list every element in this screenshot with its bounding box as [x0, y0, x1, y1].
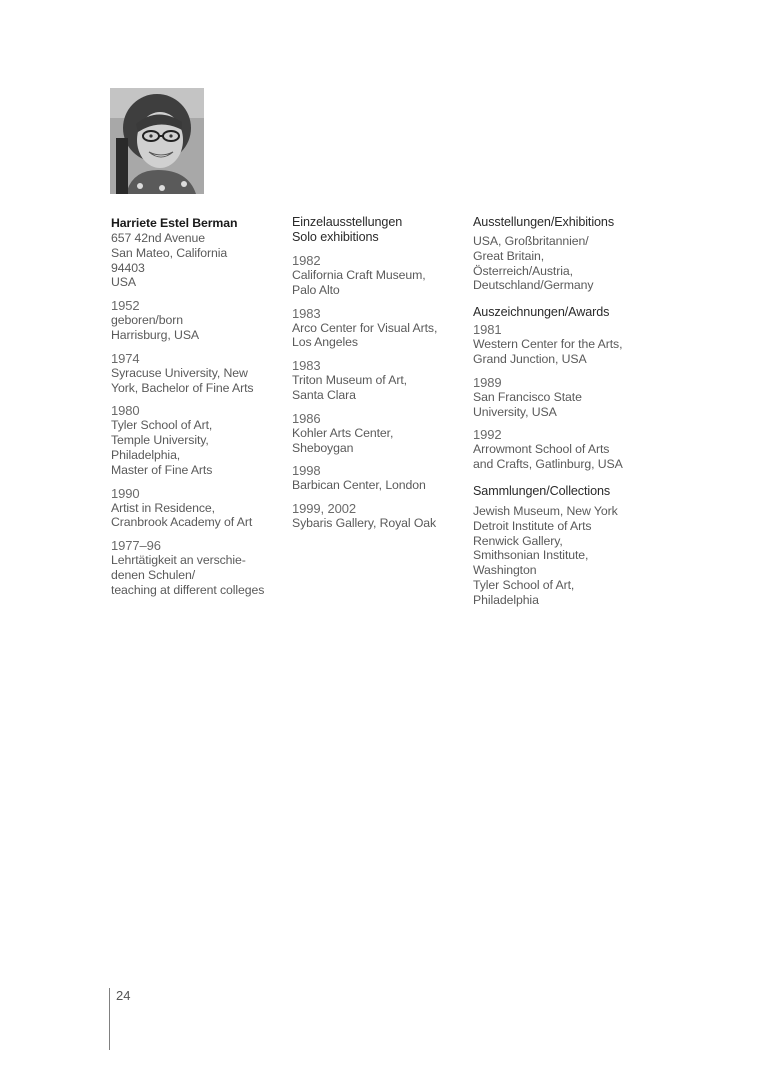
address-block — [111, 231, 283, 290]
solo-line: California Craft Museum, — [292, 268, 426, 282]
bio-line: geboren/born — [111, 313, 183, 328]
exhibitions-heading: Ausstellungen/Exhibitions — [473, 215, 615, 229]
solo-line: Kohler Arts Center, — [292, 425, 394, 440]
page-number: 24 — [109, 988, 130, 1050]
award-line: San Francisco State — [473, 389, 582, 404]
bio-year: 1952 — [111, 298, 140, 314]
bio-entry — [111, 539, 283, 597]
award-line: Western Center for the Arts, — [473, 337, 623, 352]
bio-year: 1977–96 — [111, 538, 161, 554]
award-year: 1989 — [473, 374, 502, 390]
solo-heading-en: Solo exhibitions — [292, 230, 379, 244]
bio-year: 1974 — [111, 350, 140, 366]
biography-column — [111, 215, 283, 598]
exhibitions-list — [473, 234, 648, 293]
solo-year: 1983 — [292, 305, 321, 321]
collection-line: Washington — [473, 563, 537, 578]
bio-entry — [111, 352, 283, 396]
bio-line: Lehrtätigkeit an verschie- — [111, 553, 246, 568]
bio-line: Philadelphia, — [111, 447, 181, 462]
solo-exhibitions-column — [292, 215, 464, 531]
award-entry — [473, 376, 648, 420]
solo-line: Arco Center for Visual Arts, — [292, 320, 438, 335]
solo-line: Sheboygan — [292, 440, 354, 455]
exhibitions-line: Great Britain, — [473, 248, 545, 263]
bio-line: Cranbrook Academy of Art — [111, 515, 253, 530]
award-line: Arrowmont School of Arts — [473, 442, 610, 457]
bio-entry — [111, 487, 283, 531]
solo-entry — [292, 502, 464, 531]
solo-year: 1986 — [292, 410, 321, 426]
bio-line: Temple University, — [111, 433, 209, 448]
solo-entry — [292, 254, 464, 298]
address-line: 94403 — [111, 260, 145, 275]
solo-line: Palo Alto — [292, 282, 340, 297]
artist-name: Harriete Estel Berman — [111, 216, 238, 230]
address-line: 657 42nd Avenue — [111, 231, 206, 245]
award-year: 1981 — [473, 322, 502, 338]
solo-year: 1983 — [292, 358, 321, 374]
bio-line: York, Bachelor of Fine Arts — [111, 380, 254, 395]
bio-line: Tyler School of Art, — [111, 418, 213, 433]
exhibitions-line: USA, Großbritannien/ — [473, 234, 589, 248]
collections-list — [473, 504, 648, 608]
collection-line: Detroit Institute of Arts — [473, 518, 592, 533]
award-entry — [473, 428, 648, 472]
collection-line: Tyler School of Art, — [473, 577, 575, 592]
exhibitions-awards-column — [473, 215, 648, 608]
collection-line: Renwick Gallery, — [473, 533, 563, 548]
solo-line: Santa Clara — [292, 387, 356, 402]
award-line: University, USA — [473, 404, 557, 419]
solo-entry — [292, 359, 464, 403]
award-year: 1992 — [473, 427, 502, 443]
artist-portrait — [110, 88, 204, 194]
bio-line: Artist in Residence, — [111, 500, 215, 515]
exhibitions-line: Deutschland/Germany — [473, 278, 594, 293]
solo-year: 1999, 2002 — [292, 501, 357, 517]
solo-year: 1998 — [292, 463, 321, 479]
bio-line: denen Schulen/ — [111, 567, 196, 582]
awards-heading: Auszeichnungen/Awards — [473, 305, 610, 320]
solo-entry — [292, 464, 464, 493]
solo-year: 1982 — [292, 253, 321, 268]
solo-heading-de: Einzelausstellungen — [292, 215, 403, 229]
solo-line: Sybaris Gallery, Royal Oak — [292, 516, 437, 531]
bio-line: Master of Fine Arts — [111, 462, 213, 477]
solo-entry — [292, 307, 464, 351]
bio-line: teaching at different colleges — [111, 582, 265, 597]
exhibitions-line: Österreich/Austria, — [473, 263, 573, 278]
bio-entry — [111, 299, 283, 343]
award-line: Grand Junction, USA — [473, 351, 587, 366]
collection-line: Smithsonian Institute, — [473, 548, 589, 563]
award-entry — [473, 323, 648, 367]
bio-entry — [111, 404, 283, 477]
bio-year: 1980 — [111, 403, 140, 419]
solo-entry — [292, 412, 464, 456]
collection-line: Jewish Museum, New York — [473, 503, 618, 518]
solo-line: Los Angeles — [292, 335, 358, 350]
solo-line: Triton Museum of Art, — [292, 373, 407, 388]
bio-line: Syracuse University, New — [111, 365, 248, 380]
award-line: and Crafts, Gatlinburg, USA — [473, 457, 623, 472]
address-line: USA — [111, 275, 136, 290]
collections-heading: Sammlungen/Collections — [473, 483, 611, 498]
collection-line: Philadelphia — [473, 592, 539, 607]
address-line: San Mateo, California — [111, 245, 228, 260]
bio-year: 1990 — [111, 485, 140, 501]
bio-line: Harrisburg, USA — [111, 327, 200, 342]
solo-line: Barbican Center, London — [292, 478, 426, 493]
